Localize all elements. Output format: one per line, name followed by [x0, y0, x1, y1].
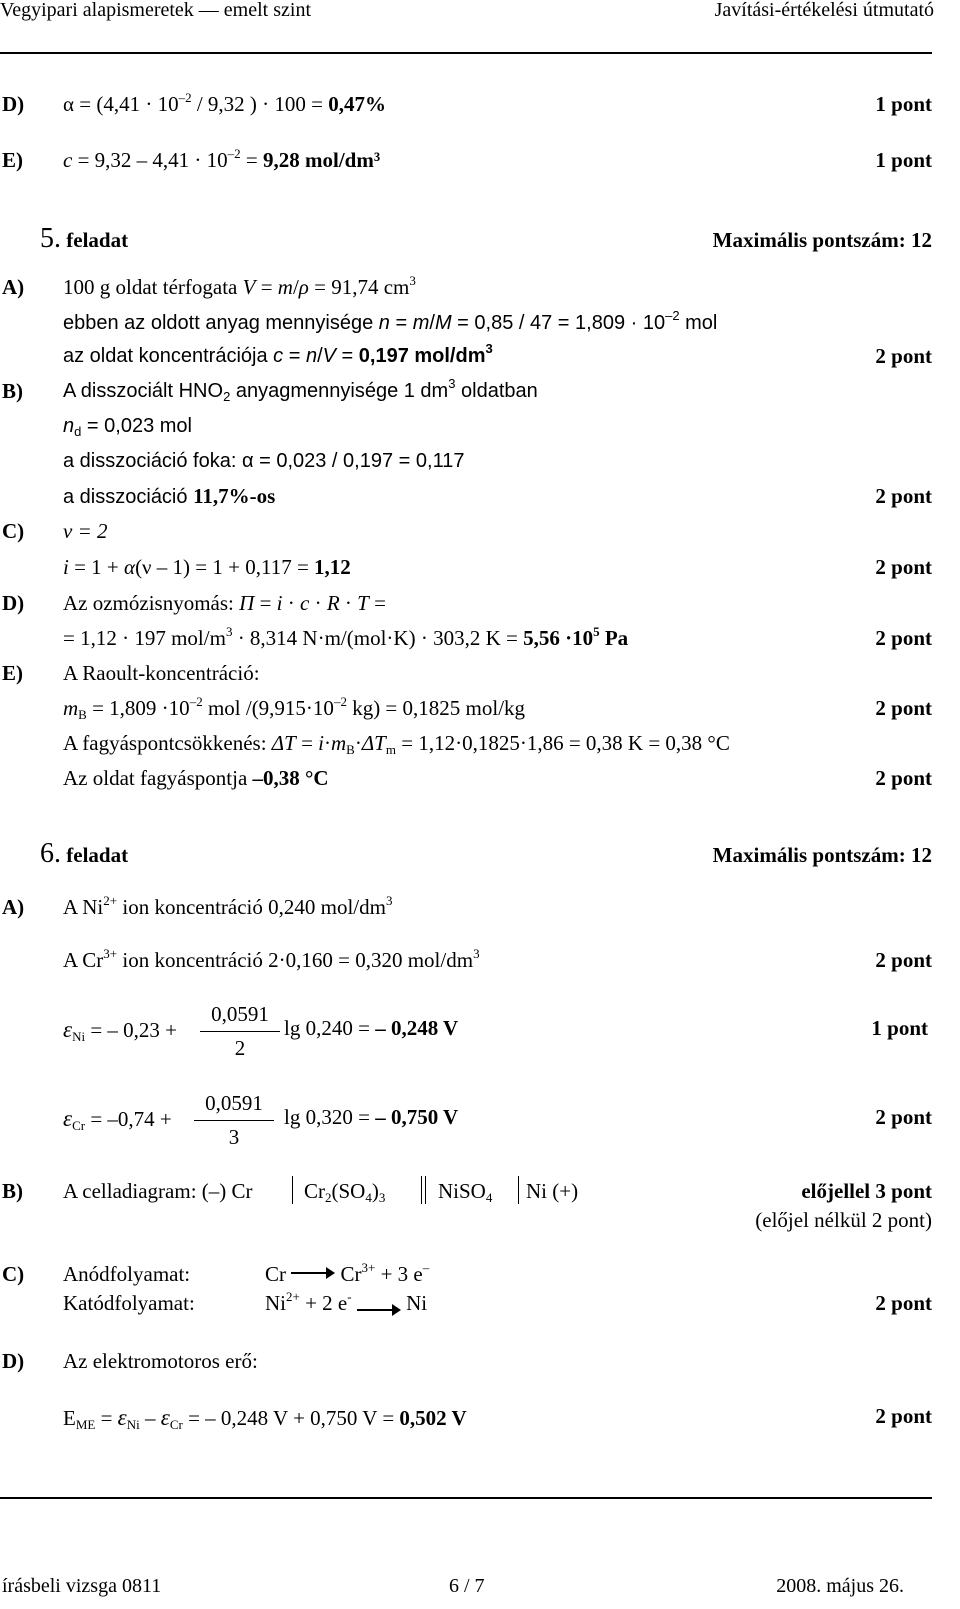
- task5-b-line1: A disszociált $HNO_2$ anyagmennyisége 1 $dm^3$ oldatban: [63, 376, 538, 404]
- task6-a-eq2-right: lg 0,320 = – 0,750 V: [284, 1105, 459, 1129]
- task5-max-score: Maximális pontszám: 12: [712, 228, 932, 252]
- task5-c-points: 2 pont: [875, 555, 932, 579]
- task5-e-line3: A fagyáspontcsökkenés: $\Delta T = i\cdot m_B\cdot\Delta T_m = 1,12\cdot 0,1825\cdot 1,86 = 0,38$ K = 0,38 °C: [63, 731, 730, 757]
- task6-b-cr-salt: $Cr_2(SO_4)_3$: [304, 1179, 386, 1205]
- salt-bridge: [421, 1176, 426, 1204]
- task5-e-line2: $m_B = 1,809 \cdot 10^{-2}$ mol $/(9,915\cdot 10^{-2}$ kg) = 0,1825 mol/kg: [63, 694, 526, 722]
- task6-c-cathode-equation: $Ni^{2+} + 2$ e- Ni: [265, 1289, 428, 1315]
- phase-boundary-2: [518, 1176, 519, 1204]
- header-subtitle: Javítási-értékelési útmutató: [714, 0, 934, 21]
- task6-b-diagram-start: A celladiagram: (–) Cr: [63, 1179, 253, 1203]
- task6-b-points-alt: (előjel nélkül 2 pont): [755, 1208, 932, 1232]
- task6-a-eq2-fraction: 0,0591 3: [194, 1091, 274, 1150]
- task6-letter-c: C): [2, 1262, 25, 1286]
- task6-b-points: előjellel 3 pont: [801, 1179, 932, 1203]
- task6-c-points: 2 pont: [875, 1291, 932, 1315]
- task6-letter-d: D): [2, 1349, 25, 1373]
- footer-date: 2008. május 26.: [776, 1575, 904, 1597]
- footer-exam-code: írásbeli vizsga 0811: [2, 1575, 162, 1597]
- task5-e-points1: 2 pont: [875, 696, 932, 720]
- task6-a-eq1-right: lg 0,240 = – 0,248 V: [284, 1016, 459, 1040]
- task5-letter-a: A): [2, 275, 25, 299]
- task5-c-line2: i = 1 + α(ν – 1) = 1 + 0,117 = 1,12: [63, 555, 351, 579]
- task5-letter-d: D): [2, 591, 25, 615]
- task6-letter-b: B): [2, 1179, 23, 1203]
- task5-b-points: 2 pont: [875, 484, 932, 508]
- header-rule: [0, 52, 932, 54]
- task5-a-line1: 100 g oldat térfogata V = m/ρ = 91,74 $cm^3$: [63, 273, 416, 299]
- task6-c-anode-label: Anódfolyamat:: [63, 1262, 191, 1286]
- top-d-points: 1 pont: [875, 92, 932, 116]
- task5-letter-c: C): [2, 519, 25, 543]
- task6-a-eq1-left: $\varepsilon_{Ni}$ = – 0,23 +: [63, 1017, 178, 1044]
- header-title: Vegyipari alapismeretek — emelt szint: [0, 0, 312, 21]
- task6-heading: 6. feladat: [40, 838, 129, 869]
- task6-a-line2: A $Cr^{3+}$ ion koncentráció 2·0,160 = 0,320 mol/$dm^3$: [63, 946, 480, 972]
- task5-b-line3: a disszociáció foka: α = 0,023 / 0,197 = 0,117: [63, 450, 465, 472]
- task5-d-line1: Az ozmózisnyomás: Π = i · c · R · T =: [63, 591, 386, 615]
- reaction-arrow-icon: [357, 1304, 401, 1316]
- task5-heading: 5. feladat: [40, 223, 129, 254]
- task5-a-points: 2 pont: [875, 344, 932, 368]
- task6-b-diagram-end: Ni (+): [526, 1179, 579, 1203]
- task6-b-ni-salt: NiSO$_4$: [438, 1179, 493, 1205]
- footer-page-number: 6 / 7: [449, 1575, 485, 1597]
- task5-b-line4: a disszociáció 11,7%-os: [63, 484, 276, 508]
- task5-e-points2: 2 pont: [875, 766, 932, 790]
- task5-a-line2: ebben az oldott anyag mennyisége $n = m/M = 0,85 / 47 = 1,809 \cdot 10^{-2}$ mol: [63, 308, 718, 334]
- reaction-arrow-icon: [291, 1267, 335, 1279]
- task6-letter-a: A): [2, 895, 25, 919]
- task5-e-line4: Az oldat fagyáspontja –0,38 °C: [63, 766, 329, 790]
- task5-letter-b: B): [2, 379, 23, 403]
- task5-a-line3: az oldat koncentrációja c = n/V = 0,197 mol/$dm^3$: [63, 341, 493, 367]
- task5-e-line1: A Raoult-koncentráció:: [63, 661, 260, 685]
- top-e-formula: $c = 9,32 - 4,41 \cdot 10^{-2} = 9,28$ mol/dm³: [63, 146, 381, 172]
- task5-d-points: 2 pont: [875, 626, 932, 650]
- task5-d-line2: = 1,12 · 197 mol/$m^3 \cdot 8,314$ N·m/(mol·K) · 303,2 $K = 5,56 \cdot 10^5$ Pa: [63, 624, 629, 650]
- task6-a-points2: 1 pont: [871, 1016, 928, 1040]
- top-d-formula: $\alpha = (4,41 \cdot 10^{-2} / 9,32$ ) · 100 = 0,47%: [63, 90, 387, 116]
- task6-d-points: 2 pont: [875, 1404, 932, 1428]
- task6-d-line1: Az elektromotoros erő:: [63, 1349, 258, 1373]
- task6-c-cathode-label: Katódfolyamat:: [63, 1291, 195, 1315]
- task6-d-line2: $E_{ME} = \varepsilon_{Ni} - \varepsilon_{Cr}$ = – 0,248 V + 0,750 V = 0,502 V: [63, 1405, 467, 1432]
- task6-a-eq2-left: $\varepsilon_{Cr} = -0,74$ +: [63, 1106, 172, 1133]
- task5-letter-e: E): [2, 661, 23, 685]
- task6-a-line1: A $Ni^{2+}$ ion koncentráció 0,240 mol/$dm^3$: [63, 893, 393, 919]
- task5-b-line2: $n_d = 0,023$ mol: [63, 415, 192, 439]
- letter-d-top: D): [2, 92, 25, 116]
- phase-boundary-1: [292, 1176, 293, 1204]
- task6-c-anode-equation: Cr $Cr^{3+} + 3$ e–: [265, 1260, 430, 1286]
- footer-rule: [0, 1497, 932, 1499]
- task6-a-points3: 2 pont: [875, 1105, 932, 1129]
- letter-e-top: E): [2, 148, 23, 172]
- top-e-points: 1 pont: [875, 148, 932, 172]
- task6-a-points1: 2 pont: [875, 948, 932, 972]
- task6-max-score: Maximális pontszám: 12: [712, 843, 932, 867]
- task5-c-line1: ν = 2: [63, 519, 108, 543]
- task6-a-eq1-fraction: 0,0591 2: [200, 1002, 280, 1061]
